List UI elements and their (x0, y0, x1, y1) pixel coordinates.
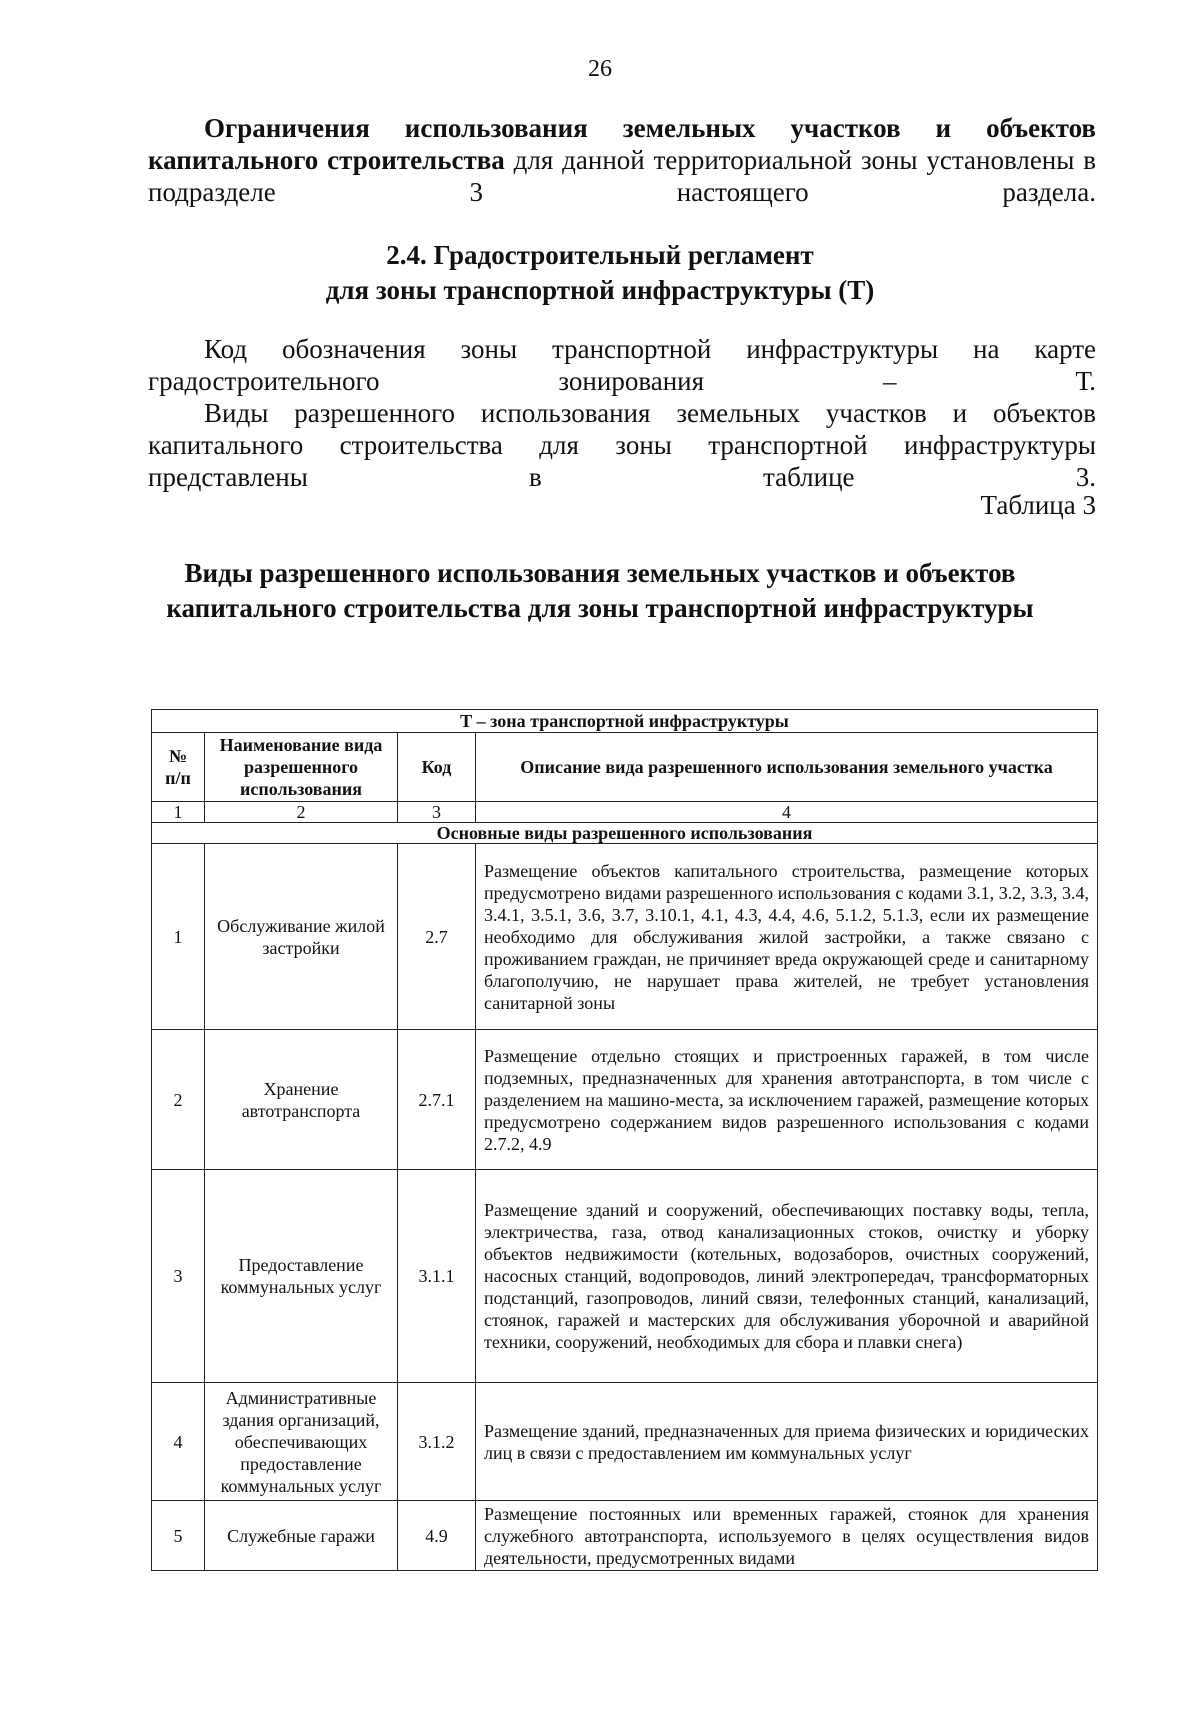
column-number-2: 2 (205, 802, 398, 823)
row-number: 2 (152, 1030, 205, 1170)
section-heading (0, 238, 1200, 308)
intro-paragraph (148, 112, 1096, 208)
land-use-table (151, 709, 1098, 1571)
row-number: 5 (152, 1501, 205, 1571)
row-name: Хранение автотранспорта (205, 1030, 398, 1170)
table-row (152, 1170, 1098, 1383)
row-description: Размещение отдельно стоящих и пристроенных гаражей, в том числе подземных, предназначенных для хранения автотранспорта, в том числе с разделением на машино-места, за исключением гаражей, размещение которых предусмотрено содержанием видов разрешенного использования с кодами 2.7.2, 4.9 (476, 1030, 1098, 1170)
row-code: 2.7 (398, 844, 476, 1030)
column-number-1: 1 (152, 802, 205, 823)
header-number: № п/п (152, 733, 205, 802)
paragraph-zone-code: Код обозначения зоны транспортной инфраструктуры на карте градостроительного зонирования – Т. (148, 334, 1096, 396)
page-number: 26 (588, 56, 612, 82)
section-heading-line2: для зоны транспортной инфраструктуры (Т) (325, 275, 875, 305)
table-title-line2: капитального строительства для зоны транспортной инфраструктуры (166, 593, 1034, 623)
paragraph-table-reference: Виды разрешенного использования земельных участков и объектов капитального строительства для зоны транспортной инфраструктуры представлены в таблице 3. (148, 398, 1096, 492)
intro-bold-text: Ограничения использования земельных участков и объектов капитального строительства (148, 113, 1096, 175)
section-title: Основные виды разрешенного использования (152, 823, 1098, 844)
row-number: 4 (152, 1383, 205, 1501)
row-description: Размещение постоянных или временных гаражей, стоянок для хранения служебного автотранспорта, используемого в целях осуществления видов деятельности, предусмотренных видами (476, 1501, 1098, 1571)
column-number-3: 3 (398, 802, 476, 823)
row-name: Служебные гаражи (205, 1501, 398, 1571)
table-row (152, 844, 1098, 1030)
table-row (152, 1501, 1098, 1571)
table-title (0, 556, 1200, 626)
row-name: Обслуживание жилой застройки (205, 844, 398, 1030)
row-name: Предоставление коммунальных услуг (205, 1170, 398, 1383)
table-row (152, 1030, 1098, 1170)
row-description: Размещение зданий, предназначенных для приема физических и юридических лиц в связи с предоставлением им коммунальных услуг (476, 1383, 1098, 1501)
row-description: Размещение объектов капитального строительства, размещение которых предусмотрено видами разрешенного использования с кодами 3.1, 3.2, 3.3, 3.4, 3.4.1, 3.5.1, 3.6, 3.7, 3.10.1, 4.1, 4.3, 4.4, 4.6, 5.1.2, 5.1.3, если их размещение необходимо для обслуживания жилой застройки, а также связано с проживанием граждан, не причиняет вреда окружающей среде и санитарному благополучию, не нарушает права жителей, не требует установления санитарной зоны (476, 844, 1098, 1030)
table-title-line1: Виды разрешенного использования земельных участков и объектов (184, 558, 1016, 588)
intro-rest-text: для данной территориальной зоны установлены в подразделе 3 настоящего раздела. (148, 145, 1096, 207)
row-number: 1 (152, 844, 205, 1030)
row-code: 3.1.1 (398, 1170, 476, 1383)
column-number-4: 4 (476, 802, 1098, 823)
header-description: Описание вида разрешенного использования земельного участка (476, 733, 1098, 802)
row-code: 4.9 (398, 1501, 476, 1571)
section-heading-line1: 2.4. Градостроительный регламент (386, 240, 814, 270)
row-code: 2.7.1 (398, 1030, 476, 1170)
table-caption: Таблица 3 (980, 490, 1096, 520)
header-name: Наименование вида разрешенного использования (205, 733, 398, 802)
zone-title: Т – зона транспортной инфраструктуры (152, 710, 1098, 733)
header-code: Код (398, 733, 476, 802)
row-name: Административные здания организаций, обеспечивающих предоставление коммунальных услуг (205, 1383, 398, 1501)
row-description: Размещение зданий и сооружений, обеспечивающих поставку воды, тепла, электричества, газа, отвод канализационных стоков, очистку и уборку объектов недвижимости (котельных, водозаборов, очистных сооружений, насосных станций, водопроводов, линий электропередач, трансформаторных подстанций, газопроводов, линий связи, телефонных станций, канализаций, стоянок, гаражей и мастерских для обслуживания уборочной и аварийной техники, сооружений, необходимых для сбора и плавки снега) (476, 1170, 1098, 1383)
row-code: 3.1.2 (398, 1383, 476, 1501)
row-number: 3 (152, 1170, 205, 1383)
table-row (152, 1383, 1098, 1501)
